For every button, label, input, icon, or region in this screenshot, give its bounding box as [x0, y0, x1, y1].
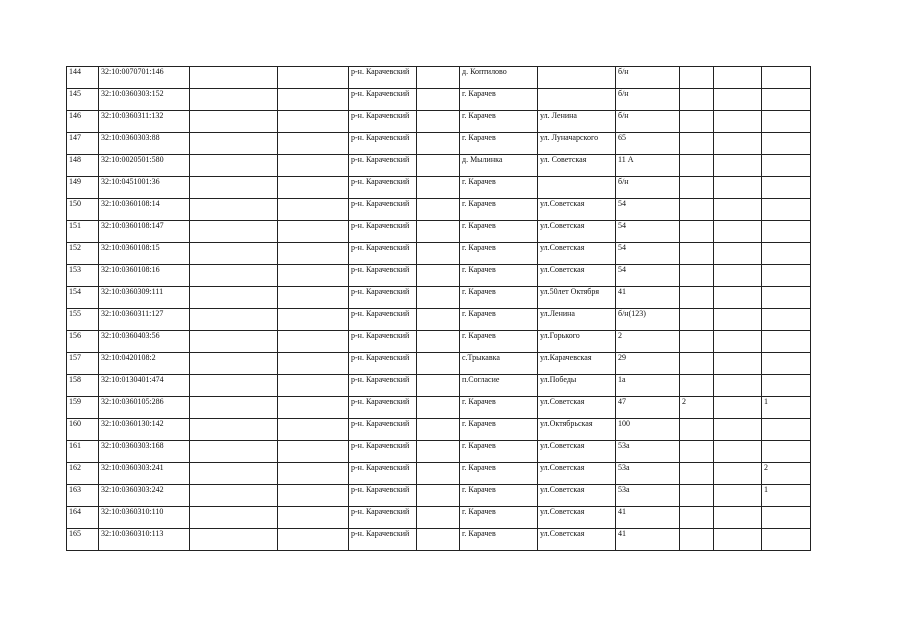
- blank-cell-3: [190, 529, 278, 551]
- extra-cell-11: [714, 265, 762, 287]
- settlement-cell: г. Карачев: [460, 89, 538, 111]
- row-number-cell: 160: [67, 419, 99, 441]
- street-cell: ул.Советская: [538, 441, 616, 463]
- district-cell: р-н. Карачевский: [349, 397, 417, 419]
- row-number-cell: 157: [67, 353, 99, 375]
- extra-cell-12: [762, 177, 811, 199]
- district-cell: р-н. Карачевский: [349, 463, 417, 485]
- settlement-cell: г. Карачев: [460, 485, 538, 507]
- extra-cell-12: [762, 375, 811, 397]
- table-row: [67, 89, 811, 111]
- blank-cell-4: [278, 265, 349, 287]
- blank-cell-6: [417, 375, 460, 397]
- extra-cell-11: [714, 397, 762, 419]
- settlement-cell: г. Карачев: [460, 287, 538, 309]
- street-cell: ул.Горького: [538, 331, 616, 353]
- house-number-cell: б/н: [616, 177, 680, 199]
- extra-cell-10: [680, 331, 714, 353]
- extra-cell-10: [680, 111, 714, 133]
- blank-cell-3: [190, 221, 278, 243]
- house-number-cell: б/н: [616, 111, 680, 133]
- extra-cell-12: [762, 419, 811, 441]
- extra-cell-12: [762, 441, 811, 463]
- table-row: [67, 287, 811, 309]
- extra-cell-10: [680, 133, 714, 155]
- extra-cell-11: [714, 309, 762, 331]
- street-cell: [538, 177, 616, 199]
- extra-cell-11: [714, 331, 762, 353]
- extra-cell-11: [714, 67, 762, 89]
- house-number-cell: 54: [616, 199, 680, 221]
- cadastral-number-cell: 32:10:0360310:113: [99, 529, 190, 551]
- blank-cell-6: [417, 243, 460, 265]
- settlement-cell: д. Коптилово: [460, 67, 538, 89]
- settlement-cell: д. Мылинка: [460, 155, 538, 177]
- cadastral-number-cell: 32:10:0360303:242: [99, 485, 190, 507]
- extra-cell-10: [680, 265, 714, 287]
- street-cell: ул.Советская: [538, 397, 616, 419]
- extra-cell-11: [714, 375, 762, 397]
- extra-cell-12: 1: [762, 397, 811, 419]
- street-cell: ул. Луначарского: [538, 133, 616, 155]
- blank-cell-4: [278, 243, 349, 265]
- street-cell: [538, 89, 616, 111]
- extra-cell-11: [714, 155, 762, 177]
- extra-cell-10: [680, 287, 714, 309]
- street-cell: ул.Победы: [538, 375, 616, 397]
- extra-cell-11: [714, 177, 762, 199]
- district-cell: р-н. Карачевский: [349, 67, 417, 89]
- extra-cell-12: [762, 507, 811, 529]
- register-table: [66, 66, 811, 551]
- cadastral-number-cell: 32:10:0070701:146: [99, 67, 190, 89]
- district-cell: р-н. Карачевский: [349, 221, 417, 243]
- street-cell: ул.Карачевская: [538, 353, 616, 375]
- street-cell: ул. Советская: [538, 155, 616, 177]
- blank-cell-6: [417, 353, 460, 375]
- blank-cell-3: [190, 397, 278, 419]
- blank-cell-4: [278, 375, 349, 397]
- street-cell: ул.50лет Октября: [538, 287, 616, 309]
- extra-cell-11: [714, 507, 762, 529]
- blank-cell-3: [190, 265, 278, 287]
- settlement-cell: г. Карачев: [460, 441, 538, 463]
- blank-cell-4: [278, 89, 349, 111]
- extra-cell-12: 2: [762, 463, 811, 485]
- table-row: [67, 199, 811, 221]
- street-cell: ул.Советская: [538, 265, 616, 287]
- blank-cell-3: [190, 287, 278, 309]
- blank-cell-3: [190, 155, 278, 177]
- cadastral-number-cell: 32:10:0360311:127: [99, 309, 190, 331]
- row-number-cell: 161: [67, 441, 99, 463]
- blank-cell-3: [190, 485, 278, 507]
- blank-cell-4: [278, 67, 349, 89]
- blank-cell-3: [190, 331, 278, 353]
- cadastral-number-cell: 32:10:0360310:110: [99, 507, 190, 529]
- extra-cell-10: [680, 155, 714, 177]
- blank-cell-6: [417, 419, 460, 441]
- blank-cell-4: [278, 331, 349, 353]
- extra-cell-10: 2: [680, 397, 714, 419]
- extra-cell-10: [680, 199, 714, 221]
- blank-cell-3: [190, 375, 278, 397]
- cadastral-number-cell: 32:10:0360108:14: [99, 199, 190, 221]
- district-cell: р-н. Карачевский: [349, 111, 417, 133]
- street-cell: ул.Советская: [538, 243, 616, 265]
- extra-cell-12: [762, 243, 811, 265]
- table-row: [67, 375, 811, 397]
- blank-cell-6: [417, 265, 460, 287]
- extra-cell-12: [762, 67, 811, 89]
- cadastral-number-cell: 32:10:0360303:152: [99, 89, 190, 111]
- district-cell: р-н. Карачевский: [349, 353, 417, 375]
- cadastral-number-cell: 32:10:0360303:168: [99, 441, 190, 463]
- blank-cell-4: [278, 133, 349, 155]
- blank-cell-6: [417, 177, 460, 199]
- table-row: [67, 155, 811, 177]
- district-cell: р-н. Карачевский: [349, 485, 417, 507]
- blank-cell-3: [190, 89, 278, 111]
- table-row: [67, 463, 811, 485]
- row-number-cell: 148: [67, 155, 99, 177]
- cadastral-number-cell: 32:10:0360303:88: [99, 133, 190, 155]
- blank-cell-4: [278, 353, 349, 375]
- house-number-cell: 29: [616, 353, 680, 375]
- table-row: [67, 397, 811, 419]
- row-number-cell: 144: [67, 67, 99, 89]
- extra-cell-11: [714, 111, 762, 133]
- extra-cell-10: [680, 485, 714, 507]
- row-number-cell: 152: [67, 243, 99, 265]
- blank-cell-6: [417, 397, 460, 419]
- district-cell: р-н. Карачевский: [349, 419, 417, 441]
- settlement-cell: г. Карачев: [460, 177, 538, 199]
- blank-cell-4: [278, 463, 349, 485]
- table-row: [67, 67, 811, 89]
- district-cell: р-н. Карачевский: [349, 89, 417, 111]
- blank-cell-6: [417, 529, 460, 551]
- cadastral-number-cell: 32:10:0360105:286: [99, 397, 190, 419]
- table-row: [67, 133, 811, 155]
- extra-cell-12: [762, 529, 811, 551]
- cadastral-number-cell: 32:10:0360108:16: [99, 265, 190, 287]
- row-number-cell: 165: [67, 529, 99, 551]
- blank-cell-6: [417, 155, 460, 177]
- house-number-cell: 2: [616, 331, 680, 353]
- extra-cell-11: [714, 199, 762, 221]
- extra-cell-10: [680, 507, 714, 529]
- settlement-cell: г. Карачев: [460, 397, 538, 419]
- district-cell: р-н. Карачевский: [349, 331, 417, 353]
- table-row: [67, 265, 811, 287]
- extra-cell-11: [714, 485, 762, 507]
- blank-cell-3: [190, 309, 278, 331]
- blank-cell-4: [278, 507, 349, 529]
- table-row: [67, 111, 811, 133]
- extra-cell-12: [762, 199, 811, 221]
- extra-cell-10: [680, 463, 714, 485]
- district-cell: р-н. Карачевский: [349, 375, 417, 397]
- extra-cell-10: [680, 353, 714, 375]
- house-number-cell: 41: [616, 287, 680, 309]
- house-number-cell: 1а: [616, 375, 680, 397]
- blank-cell-6: [417, 507, 460, 529]
- street-cell: ул.Советская: [538, 507, 616, 529]
- district-cell: р-н. Карачевский: [349, 507, 417, 529]
- row-number-cell: 145: [67, 89, 99, 111]
- blank-cell-4: [278, 485, 349, 507]
- blank-cell-4: [278, 177, 349, 199]
- settlement-cell: г. Карачев: [460, 265, 538, 287]
- blank-cell-3: [190, 353, 278, 375]
- table-row: [67, 177, 811, 199]
- blank-cell-4: [278, 441, 349, 463]
- blank-cell-4: [278, 199, 349, 221]
- street-cell: [538, 67, 616, 89]
- extra-cell-11: [714, 529, 762, 551]
- house-number-cell: б/н: [616, 67, 680, 89]
- cadastral-number-cell: 32:10:0360309:111: [99, 287, 190, 309]
- blank-cell-3: [190, 111, 278, 133]
- row-number-cell: 156: [67, 331, 99, 353]
- blank-cell-4: [278, 111, 349, 133]
- extra-cell-11: [714, 287, 762, 309]
- district-cell: р-н. Карачевский: [349, 287, 417, 309]
- house-number-cell: 53а: [616, 463, 680, 485]
- extra-cell-11: [714, 353, 762, 375]
- house-number-cell: 41: [616, 507, 680, 529]
- extra-cell-11: [714, 419, 762, 441]
- blank-cell-3: [190, 177, 278, 199]
- cadastral-number-cell: 32:10:0360130:142: [99, 419, 190, 441]
- house-number-cell: 41: [616, 529, 680, 551]
- extra-cell-12: [762, 133, 811, 155]
- blank-cell-6: [417, 67, 460, 89]
- house-number-cell: 53а: [616, 485, 680, 507]
- district-cell: р-н. Карачевский: [349, 529, 417, 551]
- extra-cell-10: [680, 221, 714, 243]
- house-number-cell: б/н: [616, 89, 680, 111]
- blank-cell-3: [190, 199, 278, 221]
- district-cell: р-н. Карачевский: [349, 133, 417, 155]
- table-row: [67, 309, 811, 331]
- blank-cell-4: [278, 397, 349, 419]
- row-number-cell: 158: [67, 375, 99, 397]
- blank-cell-6: [417, 331, 460, 353]
- table-row: [67, 441, 811, 463]
- house-number-cell: 47: [616, 397, 680, 419]
- blank-cell-3: [190, 419, 278, 441]
- settlement-cell: г. Карачев: [460, 221, 538, 243]
- row-number-cell: 159: [67, 397, 99, 419]
- cadastral-number-cell: 32:10:0360108:15: [99, 243, 190, 265]
- house-number-cell: 54: [616, 243, 680, 265]
- extra-cell-12: [762, 353, 811, 375]
- blank-cell-3: [190, 463, 278, 485]
- blank-cell-6: [417, 441, 460, 463]
- blank-cell-3: [190, 243, 278, 265]
- cadastral-number-cell: 32:10:0360311:132: [99, 111, 190, 133]
- row-number-cell: 163: [67, 485, 99, 507]
- blank-cell-6: [417, 133, 460, 155]
- settlement-cell: г. Карачев: [460, 199, 538, 221]
- table-row: [67, 353, 811, 375]
- extra-cell-12: 1: [762, 485, 811, 507]
- extra-cell-12: [762, 221, 811, 243]
- extra-cell-10: [680, 67, 714, 89]
- blank-cell-6: [417, 111, 460, 133]
- house-number-cell: 54: [616, 265, 680, 287]
- district-cell: р-н. Карачевский: [349, 155, 417, 177]
- house-number-cell: 100: [616, 419, 680, 441]
- street-cell: ул.Советская: [538, 463, 616, 485]
- extra-cell-11: [714, 441, 762, 463]
- house-number-cell: 54: [616, 221, 680, 243]
- street-cell: ул. Ленина: [538, 111, 616, 133]
- cadastral-number-cell: 32:10:0130401:474: [99, 375, 190, 397]
- row-number-cell: 147: [67, 133, 99, 155]
- blank-cell-4: [278, 529, 349, 551]
- district-cell: р-н. Карачевский: [349, 309, 417, 331]
- row-number-cell: 155: [67, 309, 99, 331]
- blank-cell-6: [417, 221, 460, 243]
- settlement-cell: г. Карачев: [460, 133, 538, 155]
- settlement-cell: г. Карачев: [460, 507, 538, 529]
- district-cell: р-н. Карачевский: [349, 199, 417, 221]
- cadastral-number-cell: 32:10:0420108:2: [99, 353, 190, 375]
- table-row: [67, 243, 811, 265]
- blank-cell-6: [417, 199, 460, 221]
- table-row: [67, 507, 811, 529]
- row-number-cell: 154: [67, 287, 99, 309]
- extra-cell-10: [680, 243, 714, 265]
- settlement-cell: г. Карачев: [460, 331, 538, 353]
- settlement-cell: с.Трыкавка: [460, 353, 538, 375]
- blank-cell-3: [190, 133, 278, 155]
- house-number-cell: 11 А: [616, 155, 680, 177]
- settlement-cell: г. Карачев: [460, 419, 538, 441]
- settlement-cell: г. Карачев: [460, 111, 538, 133]
- district-cell: р-н. Карачевский: [349, 441, 417, 463]
- extra-cell-12: [762, 309, 811, 331]
- district-cell: р-н. Карачевский: [349, 177, 417, 199]
- extra-cell-10: [680, 177, 714, 199]
- settlement-cell: г. Карачев: [460, 309, 538, 331]
- settlement-cell: г. Карачев: [460, 463, 538, 485]
- row-number-cell: 151: [67, 221, 99, 243]
- cadastral-number-cell: 32:10:0451001:36: [99, 177, 190, 199]
- blank-cell-4: [278, 221, 349, 243]
- extra-cell-10: [680, 419, 714, 441]
- street-cell: ул.Советская: [538, 485, 616, 507]
- street-cell: ул.Советская: [538, 199, 616, 221]
- table-row: [67, 485, 811, 507]
- cadastral-number-cell: 32:10:0360403:56: [99, 331, 190, 353]
- row-number-cell: 149: [67, 177, 99, 199]
- street-cell: ул.Октябрьская: [538, 419, 616, 441]
- street-cell: ул.Ленина: [538, 309, 616, 331]
- settlement-cell: п.Согласие: [460, 375, 538, 397]
- house-number-cell: 53а: [616, 441, 680, 463]
- extra-cell-12: [762, 111, 811, 133]
- table-body: [67, 67, 811, 551]
- extra-cell-11: [714, 463, 762, 485]
- extra-cell-10: [680, 375, 714, 397]
- blank-cell-6: [417, 287, 460, 309]
- extra-cell-12: [762, 155, 811, 177]
- district-cell: р-н. Карачевский: [349, 243, 417, 265]
- row-number-cell: 146: [67, 111, 99, 133]
- street-cell: ул.Советская: [538, 529, 616, 551]
- house-number-cell: 65: [616, 133, 680, 155]
- cadastral-number-cell: 32:10:0360108:147: [99, 221, 190, 243]
- extra-cell-12: [762, 287, 811, 309]
- extra-cell-10: [680, 309, 714, 331]
- row-number-cell: 153: [67, 265, 99, 287]
- cadastral-number-cell: 32:10:0020501:580: [99, 155, 190, 177]
- settlement-cell: г. Карачев: [460, 243, 538, 265]
- extra-cell-11: [714, 89, 762, 111]
- blank-cell-4: [278, 419, 349, 441]
- extra-cell-10: [680, 441, 714, 463]
- blank-cell-3: [190, 441, 278, 463]
- blank-cell-6: [417, 309, 460, 331]
- extra-cell-11: [714, 243, 762, 265]
- table-row: [67, 419, 811, 441]
- house-number-cell: б/н(123): [616, 309, 680, 331]
- blank-cell-6: [417, 89, 460, 111]
- blank-cell-3: [190, 507, 278, 529]
- row-number-cell: 150: [67, 199, 99, 221]
- blank-cell-6: [417, 463, 460, 485]
- cadastral-number-cell: 32:10:0360303:241: [99, 463, 190, 485]
- extra-cell-10: [680, 89, 714, 111]
- extra-cell-11: [714, 133, 762, 155]
- extra-cell-11: [714, 221, 762, 243]
- settlement-cell: г. Карачев: [460, 529, 538, 551]
- blank-cell-4: [278, 155, 349, 177]
- blank-cell-4: [278, 287, 349, 309]
- table-row: [67, 529, 811, 551]
- street-cell: ул.Советская: [538, 221, 616, 243]
- table-row: [67, 221, 811, 243]
- extra-cell-12: [762, 331, 811, 353]
- blank-cell-3: [190, 67, 278, 89]
- row-number-cell: 162: [67, 463, 99, 485]
- blank-cell-4: [278, 309, 349, 331]
- extra-cell-10: [680, 529, 714, 551]
- extra-cell-12: [762, 89, 811, 111]
- extra-cell-12: [762, 265, 811, 287]
- district-cell: р-н. Карачевский: [349, 265, 417, 287]
- table-row: [67, 331, 811, 353]
- row-number-cell: 164: [67, 507, 99, 529]
- blank-cell-6: [417, 485, 460, 507]
